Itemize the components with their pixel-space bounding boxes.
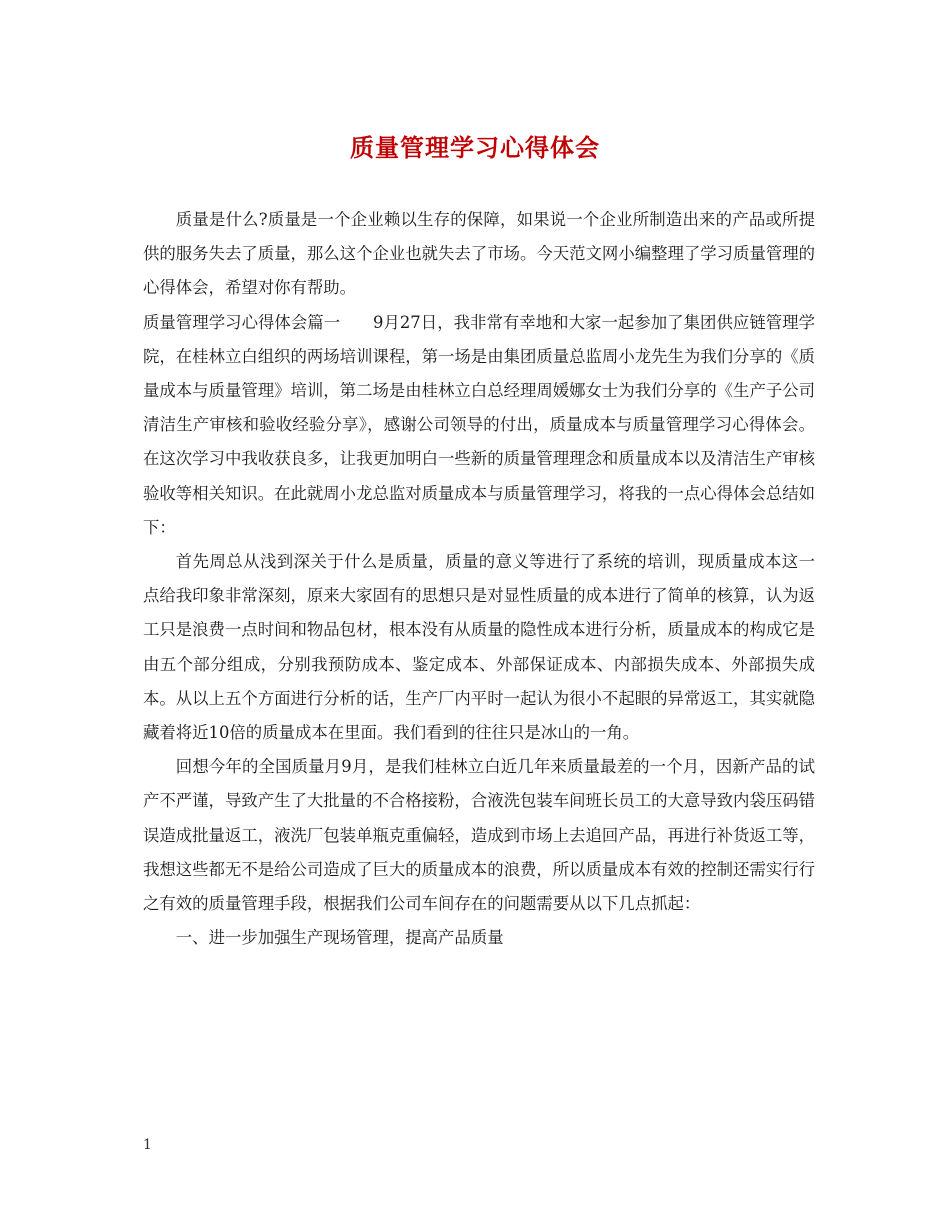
paragraph-intro: 质量是什么?质量是一个企业赖以生存的保障，如果说一个企业所制造出来的产品或所提供的服务失去了质量，那么这个企业也就失去了市场。今天范文网小编整理了学习质量管理的心得体会，希望对你有帮助。 <box>143 210 816 298</box>
page-number: 1 <box>143 1137 152 1153</box>
document-body <box>143 203 815 955</box>
paragraph-quality-month: 回想今年的全国质量月9月，是我们桂林立白近几年来质量最差的一个月，因新产品的试产不严谨，导致产生了大批量的不合格接粉，合液洗包装车间班长员工的大意导致内袋压码错误造成批量返工，液洗厂包装单瓶克重偏轻，造成到市场上去追回产品，再进行补货返工等，我想这些都无不是给公司造成了巨大的质量成本的浪费，所以质量成本有效的控制还需实行行之有效的质量管理手段，根据我们公司车间存在的问题需要从以下几点抓起： <box>143 757 816 914</box>
paragraph-quality-cost: 首先周总从浅到深关于什么是质量，质量的意义等进行了系统的培训，现质量成本这一点给我印象非常深刻，原来大家固有的思想只是对显性质量的成本进行了简单的核算，认为返工只是浪费一点时间和物品包材，根本没有从质量的隐性成本进行分析，质量成本的构成它是由五个部分组成，分别我预防成本、鉴定成本、外部保证成本、内部损失成本、外部损失成本。从以上五个方面进行分析的话，生产厂内平时一起认为很小不起眼的异常返工，其实就隐藏着将近10倍的质量成本在里面。我们看到的往往只是冰山的一角。 <box>143 552 816 743</box>
document-title: 质量管理学习心得体会 <box>350 133 600 162</box>
paragraph-point-one: 一、进一步加强生产现场管理，提高产品质量 <box>175 928 504 948</box>
paragraph-article-one: 质量管理学习心得体会篇一 9月27日，我非常有幸地和大家一起参加了集团供应链管理学院，在桂林立白组织的两场培训课程，第一场是由集团质量总监周小龙先生为我们分享的《质量成本与质量管理》培训，第二场是由桂林立白总经理周媛娜女士为我们分享的《生产子公司清洁生产审核和验收经验分享》，感谢公司领导的付出，质量成本与质量管理学习心得体会。在这次学习中我收获良多，让我更加明白一些新的质量管理理念和质量成本以及清洁生产审核验收等相关知识。在此就周小龙总监对质量成本与质量管理学习，将我的一点心得体会总结如下： <box>143 312 816 537</box>
